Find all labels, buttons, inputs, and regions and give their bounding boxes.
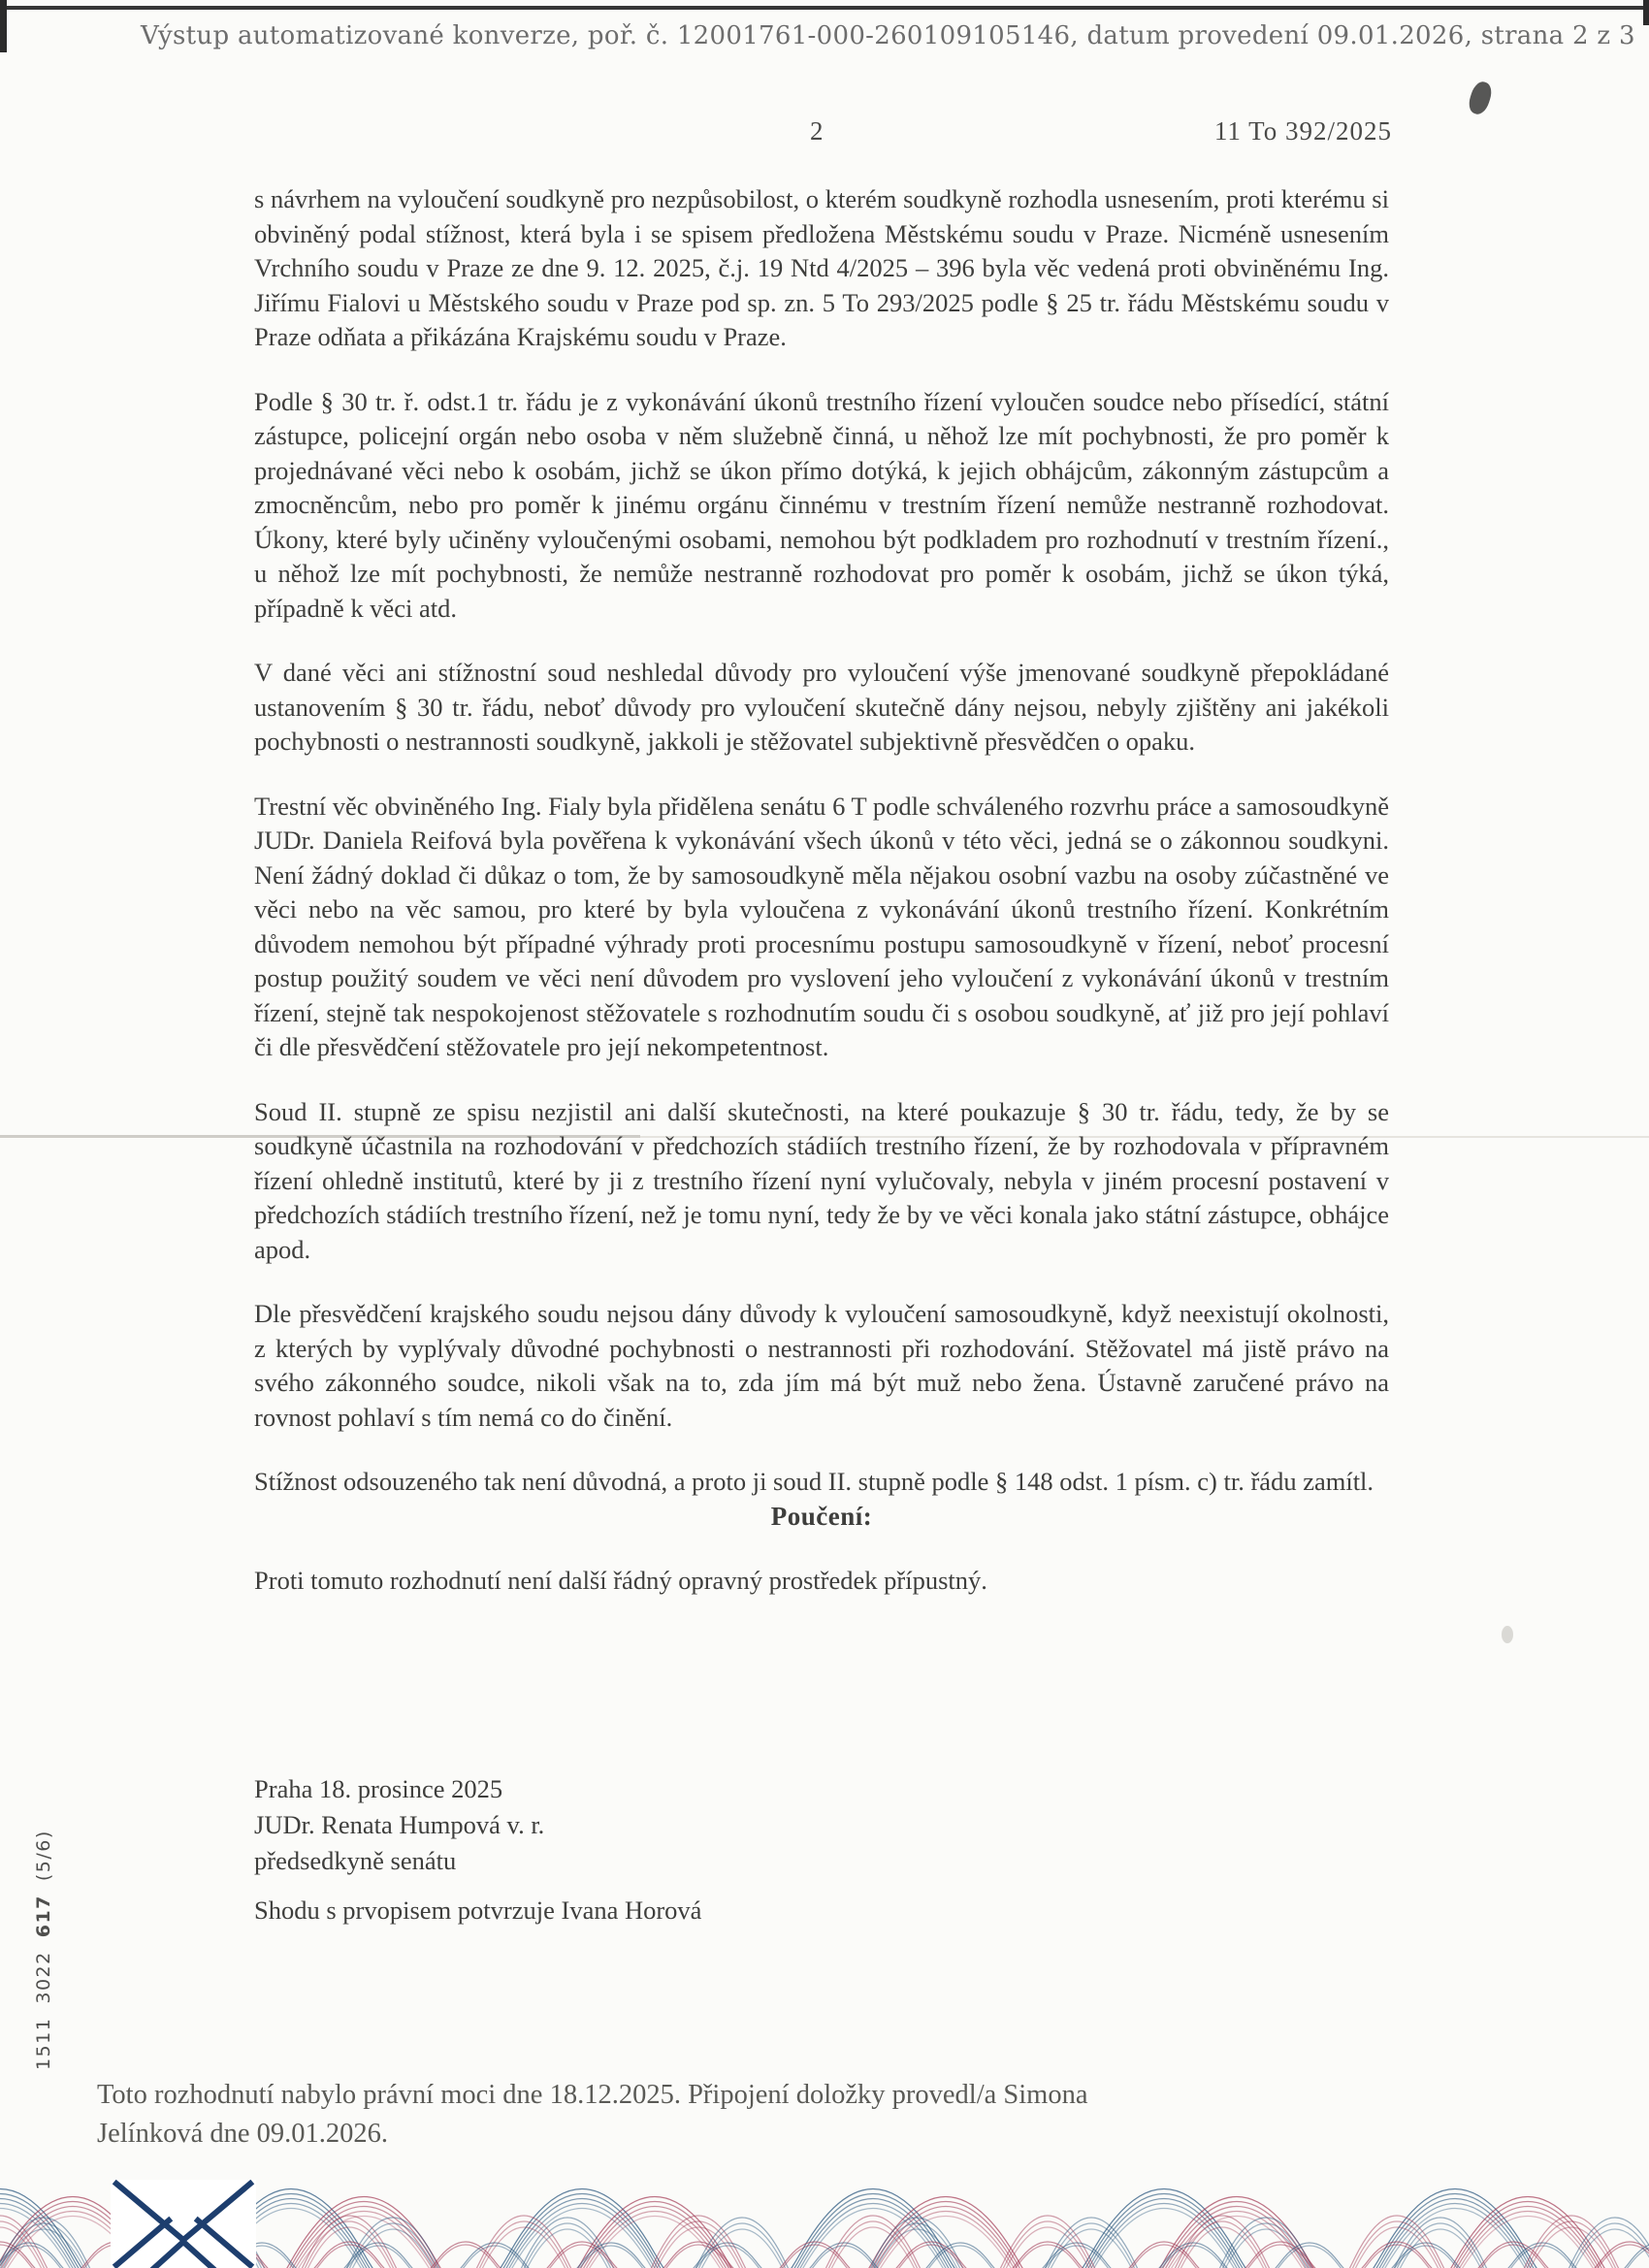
conversion-header: Výstup automatizované konverze, poř. č. 12001761-000-260109105146, datum provedení 09.01.2026, strana 2 z 3 xyxy=(141,21,1635,50)
final-sentence: Proti tomuto rozhodnutí není další řádný opravný prostředek přípustný. xyxy=(254,1566,987,1595)
advisory-heading: Poučení: xyxy=(770,1501,873,1531)
paragraph: Stížnost odsouzeného tak není důvodná, a proto ji soud II. stupně podle § 148 odst. 1 písm. c) tr. řádu zamítl. xyxy=(254,1467,1374,1496)
page-number: 2 xyxy=(810,116,824,146)
side-code-part: 1511 xyxy=(33,2017,54,2070)
scan-edge-mark-right xyxy=(1643,0,1649,25)
side-code-part: (5/6) xyxy=(33,1830,54,1882)
case-number: 11 To 392/2025 xyxy=(1213,116,1392,146)
place-date-line: Praha 18. prosince 2025 xyxy=(254,1774,503,1803)
side-code-part: 3022 xyxy=(33,1951,54,2004)
envelope-stamp-box xyxy=(111,2180,256,2268)
signature-block xyxy=(254,1771,544,1879)
paragraph: Dle přesvědčení krajského soudu nejsou dány důvody k vyloučení samosoudkyně, když neexistují okolnosti, z kterých by vyplývaly důvodné pochybnosti o nestrannosti při rozhodování. Stěžovatel má jistě právo na svého zákonného soudce, nikoli však na to, zda jím má být muž nebo žena. Ústavně zaručené právo na rovnost pohlaví s tím nemá co do činění. xyxy=(254,1299,1389,1432)
scan-edge-mark-left xyxy=(0,0,7,52)
decision-body xyxy=(254,182,1389,1629)
judge-title-line: předsedkyně senátu xyxy=(254,1846,457,1875)
judge-name-line: JUDr. Renata Humpová v. r. xyxy=(254,1810,545,1839)
side-code-part-bold: 617 xyxy=(33,1895,54,1938)
certification-line: Shodu s prvopisem potvrzuje Ivana Horová xyxy=(254,1895,702,1925)
side-filing-code xyxy=(33,1830,54,2070)
scan-smudge xyxy=(1502,1626,1513,1643)
legal-force-clause: Toto rozhodnutí nabylo právní moci dne 18.12.2025. Připojení doložky provedl/a Simona Jelínková dne 09.01.2026. xyxy=(97,2080,1088,2149)
paragraph: Trestní věc obviněného Ing. Fialy byla přidělena senátu 6 T podle schváleného rozvrhu práce a samosoudkyně JUDr. Daniela Reifová byla pověřena k vykonávání všech úkonů v této věci, jedná se o zákonnou soudkyni. Není žádný doklad či důkaz o tom, že by samosoudkyně měla nějakou osobní vazbu na osoby zúčastněné ve věci nebo na věc samou, pro které by byla vyloučena z vykonávání úkonů trestního řízení. Konkrétním důvodem nemohou být případné výhrady proti procesnímu postupu samosoudkyně v řízení, neboť procesní postup použitý soudem ve věci není důvodem pro vyslovení jeho vyloučení z vykonávání úkonů v trestním řízení, stejně tak nespokojenost stěžovatele s rozhodnutím soudu či s osobou soudkyně, ať již pro její pohlaví či dle přesvědčení stěžovatele pro její nekompetentnost. xyxy=(254,791,1389,1061)
paragraph: Podle § 30 tr. ř. odst.1 tr. řádu je z vykonávání úkonů trestního řízení vyloučen soudce nebo přísedící, státní zástupce, policejní orgán nebo osoba v něm služebně činná, u něhož lze mít pochybnosti, že pro poměr k projednávané věci nebo k osobám, jichž se úkon přímo dotýká, k jejich obhájcům, zákonným zástupcům a zmocněncům, nebo pro poměr k jinému orgánu činnému v trestním řízení nemůže nestranně rozhodovat. Úkony, které byly učiněny vyloučenými osobami, nemohou být podkladem pro rozhodnutí v trestním řízení., u něhož lze mít pochybnosti, že nemůže nestranně rozhodovat pro poměr k osobám, jichž se úkon týká, případně k věci atd. xyxy=(254,386,1389,623)
paragraph: s návrhem na vyloučení soudkyně pro nezpůsobilost, o kterém soudkyně rozhodla usnesením, proti kterému si obviněný podal stížnost, která byla i se spisem předložena Městskému soudu v Praze. Nicméně usnesením Vrchního soudu v Praze ze dne 9. 12. 2025, č.j. 19 Ntd 4/2025 – 396 byla věc vedená proti obviněnému Ing. Jiřímu Fialovi u Městského soudu v Praze pod sp. zn. 5 To 293/2025 podle § 25 tr. řádu Městskému soudu v Praze odňata a přikázána Krajskému soudu v Praze. xyxy=(254,184,1389,351)
scan-ink-blob xyxy=(1466,80,1495,117)
paragraph: Soud II. stupně ze spisu nezjistil ani další skutečnosti, na které poukazuje § 30 tr. řádu, tedy, že by se soudkyně účastnila na rozhodování v předchozích stádiích trestního řízení, že by rozhodovala v přípravném řízení ohledně institutů, které by ji z trestního řízení nyní vylučovaly, nebyla v jiném procesní postavení v předchozích stádiích trestního řízení, než je tomu nyní, tedy že by ve věci konala jako státní zástupce, obhájce apod. xyxy=(254,1096,1389,1264)
scan-edge-line xyxy=(0,6,1649,10)
envelope-icon xyxy=(111,2180,256,2268)
paragraph: V dané věci ani stížnostní soud neshledal důvody pro vyloučení výše jmenované soudkyně přepokládané ustanovením § 30 tr. řádu, neboť důvody pro vyloučení skutečně dány nejsou, nebyly zjištěny ani jakékoli pochybnosti o nestrannosti soudkyně, jakkoli je stěžovatel subjektivně přesvědčen o opaku. xyxy=(254,658,1389,756)
